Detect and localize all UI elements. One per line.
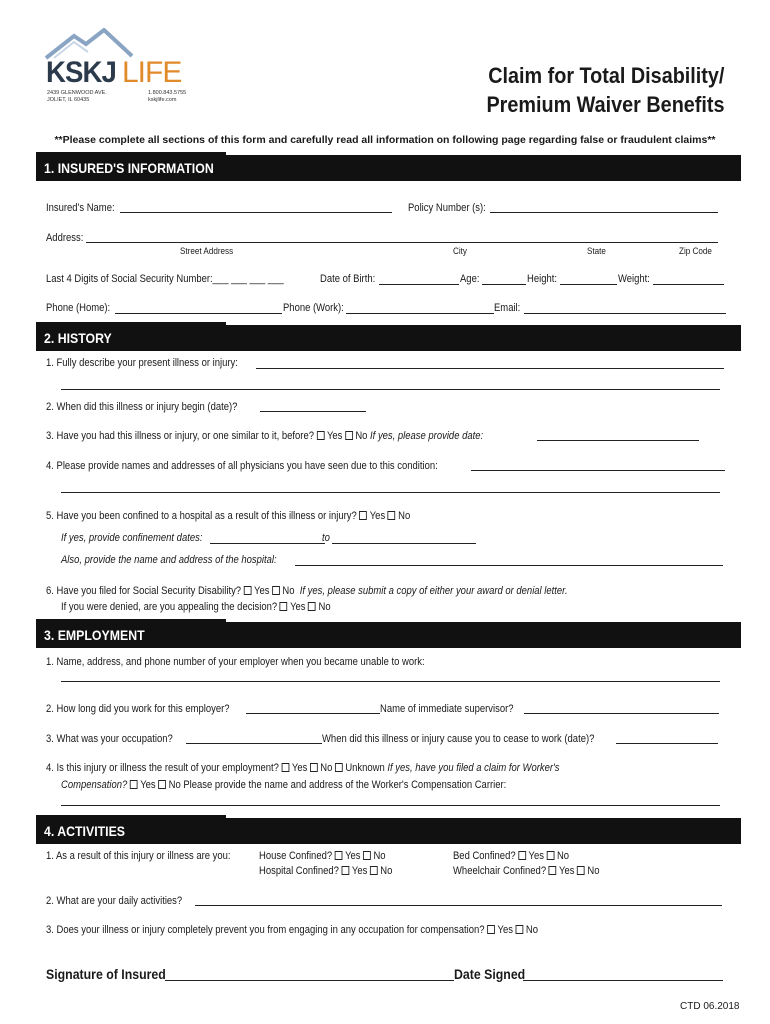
- phone-work-field[interactable]: [346, 313, 494, 314]
- logo-text-accent: LIFE: [122, 56, 182, 89]
- house-confined-row: [259, 850, 386, 863]
- hospital-confined-label: Hospital Confined?: [259, 865, 339, 877]
- section-activities-header: [36, 818, 741, 844]
- history-q4: 4. Please provide names and addresses of all physicians you have seen due to this condition:: [46, 460, 438, 472]
- wheelchair-confined-row: [453, 865, 600, 878]
- history-q1-field[interactable]: [256, 368, 724, 369]
- age-label: Age:: [460, 273, 480, 285]
- insured-name-label: Insured's Name:: [46, 202, 115, 214]
- no-label: No: [373, 850, 386, 862]
- history-q3-text: 3. Have you had this illness or injury, or one similar to it, before?: [46, 430, 314, 442]
- company-website: kskjlife.com: [148, 97, 177, 103]
- state-caption: State: [587, 246, 606, 256]
- company-address-1: 2439 GLENWOOD AVE.: [47, 90, 107, 96]
- yes-label: Yes: [369, 510, 386, 522]
- email-field[interactable]: [524, 313, 726, 314]
- logo-text-main: KSKJ: [46, 56, 116, 89]
- date-signed-label: Date Signed: [454, 966, 526, 982]
- q5-date-from-field[interactable]: [210, 543, 325, 544]
- employment-q4: [46, 762, 560, 775]
- q4-yes-checkbox[interactable]: [282, 763, 290, 772]
- section-title: 2. HISTORY: [44, 330, 112, 346]
- yes-label: Yes: [326, 430, 343, 442]
- no-label: No: [398, 510, 411, 522]
- q5-dates-label: If yes, provide confinement dates:: [61, 532, 203, 544]
- section-title: 3. EMPLOYMENT: [44, 627, 145, 643]
- q6-appeal-no-checkbox[interactable]: [308, 602, 316, 611]
- activities-q3: [46, 924, 538, 937]
- employment-cease-label: When did this illness or injury cause you to cease to work (date)?: [322, 733, 595, 745]
- yes-label: Yes: [528, 850, 544, 862]
- unknown-label: Unknown: [345, 762, 385, 774]
- bed-no-checkbox[interactable]: [547, 851, 555, 860]
- dob-label: Date of Birth:: [320, 273, 376, 285]
- employment-carrier-field[interactable]: [61, 805, 720, 806]
- bed-yes-checkbox[interactable]: [518, 851, 526, 860]
- section-employment-header: [36, 622, 741, 648]
- weight-field[interactable]: [653, 284, 724, 285]
- address-label: Address:: [46, 232, 84, 244]
- section-insured-header: [36, 155, 741, 181]
- history-q1-field-2[interactable]: [61, 389, 720, 390]
- history-q6-appeal: [61, 601, 331, 614]
- q4-comp-no-checkbox[interactable]: [158, 780, 166, 789]
- no-label: No: [320, 762, 333, 774]
- street-caption: Street Address: [180, 246, 234, 256]
- wheelchair-confined-label: Wheelchair Confined?: [453, 865, 547, 877]
- employment-cease-field[interactable]: [616, 743, 718, 744]
- q3-yes-checkbox[interactable]: [317, 431, 325, 440]
- employment-q3: 3. What was your occupation?: [46, 733, 173, 745]
- history-q5-text: 5. Have you been confined to a hospital as a result of this illness or injury?: [46, 510, 357, 522]
- history-q4-field[interactable]: [471, 470, 725, 471]
- daily-activities-field[interactable]: [195, 905, 722, 906]
- history-q1: 1. Fully describe your present illness or injury:: [46, 357, 238, 369]
- q6-yes-checkbox[interactable]: [244, 586, 252, 595]
- insured-name-field[interactable]: [120, 212, 392, 213]
- company-address-2: JOLIET, IL 60435: [47, 97, 90, 103]
- bed-confined-row: [453, 850, 569, 863]
- dob-field[interactable]: [379, 284, 459, 285]
- policy-number-field[interactable]: [490, 212, 718, 213]
- q3-activities-no-checkbox[interactable]: [516, 925, 524, 934]
- height-field[interactable]: [560, 284, 617, 285]
- section-title: 1. INSURED'S INFORMATION: [44, 160, 214, 176]
- yes-label: Yes: [140, 779, 156, 791]
- history-q3-date-field[interactable]: [537, 440, 699, 441]
- q4-follow-label: If yes, have you filed a claim for Worker's: [387, 762, 560, 774]
- yes-label: Yes: [559, 865, 575, 877]
- employment-supervisor-label: Name of immediate supervisor?: [380, 703, 514, 715]
- city-caption: City: [453, 246, 467, 256]
- employment-q4-line2: [61, 779, 506, 792]
- q5-hospital-field[interactable]: [295, 565, 723, 566]
- employment-q1: 1. Name, address, and phone number of your employer when you became unable to work:: [46, 656, 425, 668]
- yes-label: Yes: [290, 601, 306, 613]
- section-title: 4. ACTIVITIES: [44, 823, 126, 839]
- age-field[interactable]: [482, 284, 526, 285]
- no-label: No: [168, 779, 181, 791]
- form-title-line2: Premium Waiver Benefits: [485, 92, 724, 117]
- wheelchair-no-checkbox[interactable]: [577, 866, 585, 875]
- q5-date-to-field[interactable]: [332, 543, 476, 544]
- bed-confined-label: Bed Confined?: [453, 850, 516, 862]
- no-label: No: [355, 430, 368, 442]
- address-field[interactable]: [86, 242, 718, 243]
- q4-compensation-label: Compensation?: [61, 779, 128, 791]
- house-yes-checkbox[interactable]: [335, 851, 343, 860]
- ssn-label: Last 4 Digits of Social Security Number:___ ___ ___ ___: [46, 273, 284, 285]
- phone-home-field[interactable]: [115, 313, 282, 314]
- phone-work-label: Phone (Work):: [283, 302, 344, 314]
- wheelchair-yes-checkbox[interactable]: [549, 866, 557, 875]
- q4-unknown-checkbox[interactable]: [335, 763, 343, 772]
- q3-no-checkbox[interactable]: [345, 431, 353, 440]
- employment-occupation-field[interactable]: [186, 743, 322, 744]
- no-label: No: [318, 601, 331, 613]
- q5-to-label: to: [322, 532, 330, 544]
- house-no-checkbox[interactable]: [363, 851, 371, 860]
- q3-follow-label: If yes, please provide date:: [370, 430, 484, 442]
- height-label: Height:: [527, 273, 557, 285]
- history-q2-field[interactable]: [260, 411, 366, 412]
- q6-follow-label: If yes, please submit a copy of either your award or denial letter.: [299, 585, 568, 597]
- q6-no-checkbox[interactable]: [272, 586, 280, 595]
- activities-q3-text: 3. Does your illness or injury completely prevent you from engaging in any occupation for compensation?: [46, 924, 485, 936]
- yes-label: Yes: [291, 762, 308, 774]
- form-title-line1: Claim for Total Disability/: [487, 63, 724, 88]
- q3-activities-yes-checkbox[interactable]: [487, 925, 495, 934]
- yes-label: Yes: [254, 585, 270, 597]
- history-q5: [46, 510, 410, 523]
- company-phone: 1.800.843.5755: [148, 90, 187, 96]
- policy-number-label: Policy Number (s):: [408, 202, 486, 214]
- employment-q1-field[interactable]: [61, 681, 720, 682]
- no-label: No: [587, 865, 600, 877]
- yes-label: Yes: [497, 924, 513, 936]
- weight-label: Weight:: [618, 273, 650, 285]
- fraud-notice: **Please complete all sections of this form and carefully read all information on following page regarding false or fraudulent claims**: [54, 134, 716, 146]
- yes-label: Yes: [351, 865, 368, 877]
- hospital-yes-checkbox[interactable]: [342, 866, 350, 875]
- history-q3: [46, 430, 483, 443]
- employment-supervisor-field[interactable]: [524, 713, 719, 714]
- q5-yes-checkbox[interactable]: [359, 511, 367, 520]
- q5-no-checkbox[interactable]: [388, 511, 396, 520]
- signature-field[interactable]: [165, 980, 454, 981]
- date-signed-field[interactable]: [523, 980, 723, 981]
- no-label: No: [380, 865, 393, 877]
- q6-appeal-text: If you were denied, are you appealing the decision?: [61, 601, 278, 613]
- signature-label: Signature of Insured: [46, 966, 166, 982]
- zip-caption: Zip Code: [679, 246, 712, 256]
- phone-home-label: Phone (Home):: [46, 302, 111, 314]
- hospital-no-checkbox[interactable]: [370, 866, 378, 875]
- employment-q2-field[interactable]: [246, 713, 380, 714]
- house-confined-label: House Confined?: [259, 850, 333, 862]
- history-q6: [46, 585, 568, 598]
- hospital-confined-row: [259, 865, 392, 878]
- q4-no-checkbox[interactable]: [310, 763, 318, 772]
- q4-comp-yes-checkbox[interactable]: [130, 780, 138, 789]
- activities-q2: 2. What are your daily activities?: [46, 895, 183, 907]
- employment-q4-text: 4. Is this injury or illness the result of your employment?: [46, 762, 279, 774]
- yes-label: Yes: [345, 850, 361, 862]
- no-label: No: [556, 850, 570, 862]
- form-code: CTD 06.2018: [680, 1001, 740, 1012]
- history-q4-field-2[interactable]: [61, 492, 720, 493]
- employment-q2: 2. How long did you work for this employer?: [46, 703, 230, 715]
- q5-hospital-label: Also, provide the name and address of the hospital:: [61, 554, 277, 566]
- history-q6-text: 6. Have you filed for Social Security Disability?: [46, 585, 242, 597]
- history-q2: 2. When did this illness or injury begin (date)?: [46, 401, 238, 413]
- no-label: No: [525, 924, 539, 936]
- q6-appeal-yes-checkbox[interactable]: [280, 602, 288, 611]
- email-label: Email:: [494, 302, 521, 314]
- q4-carrier-label: Please provide the name and address of the Worker's Compensation Carrier:: [183, 779, 507, 791]
- activities-q1: 1. As a result of this injury or illness are you:: [46, 850, 231, 862]
- section-history-header: [36, 325, 741, 351]
- no-label: No: [282, 585, 295, 597]
